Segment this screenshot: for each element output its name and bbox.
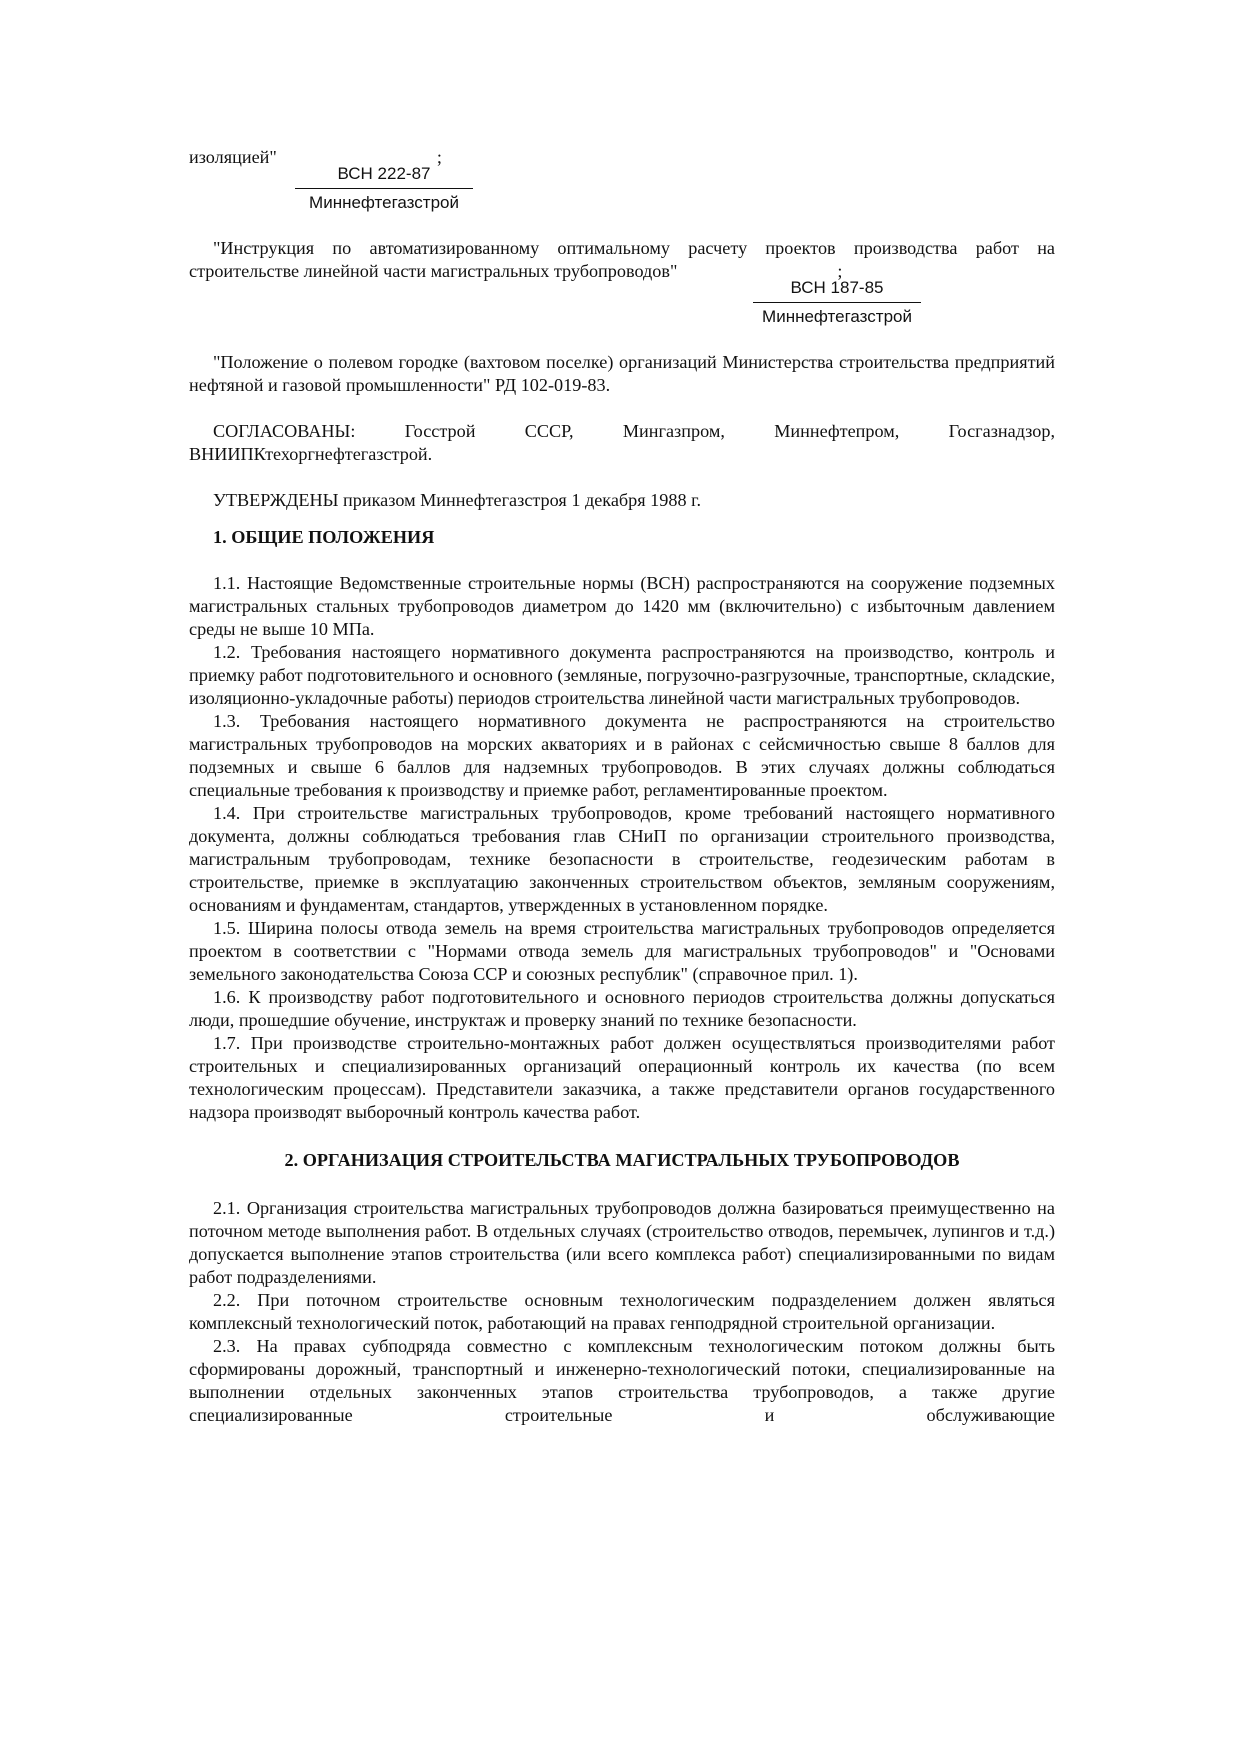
vsn-187-85-number: ВСН 187-85 (753, 277, 921, 303)
document-page (189, 146, 1055, 1427)
intro-paragraph-3: "Положение о полевом городке (вахтовом поселке) организаций Министерства строительства предприятий нефтяной и газовой промышленности" РД 102-019-83. (189, 352, 1055, 395)
clause-1-7: 1.7. При производстве строительно-монтажных работ должен осуществляться производителями работ строительных и специализированных организаций операционный контроль их качества (по всем технологическим процессам). Представители заказчика, а также представители органов государственного надзора производят выборочный контроль качества работ. (189, 1033, 1055, 1122)
vsn-222-87-number: ВСН 222-87 (295, 163, 473, 189)
intro-2-text: "Инструкция по автоматизированному оптимальному расчету проектов производства работ на строительстве линейной части магистральных трубопроводов" (189, 238, 1055, 281)
clause-1-3: 1.3. Требования настоящего нормативного документа не распространяются на строительство магистральных трубопроводов на морских акваториях и в районах с сейсмичностью свыше 8 баллов для подземных и свыше 6 баллов для надземных трубопроводов. В этих случаях должны соблюдаться специальные требования к производству и приемке работ, регламентированные проектом. (189, 711, 1055, 800)
section-2-title: 2. ОРГАНИЗАЦИЯ СТРОИТЕЛЬСТВА МАГИСТРАЛЬНЫХ ТРУБОПРОВОДОВ (284, 1150, 960, 1170)
approved-paragraph: УТВЕРЖДЕНЫ приказом Миннефтегазстроя 1 декабря 1988 г. (213, 490, 702, 510)
intro-2-semicolon: ; (837, 261, 843, 281)
vsn-222-87-reference (295, 163, 473, 214)
section-1-body (189, 572, 1055, 1124)
section-2-body (189, 1197, 1055, 1427)
intro-1-text: изоляцией" (189, 147, 277, 167)
clause-2-2: 2.2. При поточном строительстве основным технологическим подразделением должен являться комплексный технологический поток, работающий на правах генподрядной строительной организации. (189, 1290, 1055, 1333)
clause-1-2: 1.2. Требования настоящего нормативного документа распространяются на производство, контроль и приемку работ подготовительного и основного (земляные, погрузочно-разгрузочные, транспортные, складские, изоляционно-укладочные работы) периодов строительства линейной части магистральных трубопроводов. (189, 642, 1055, 708)
clause-1-5: 1.5. Ширина полосы отвода земель на время строительства магистральных трубопроводов определяется проектом в соответствии с "Нормами отвода земель для магистральных трубопроводов" и "Основами земельного законодательства Союза ССР и союзных республик" (справочное прил. 1). (189, 918, 1055, 984)
clause-1-1: 1.1. Настоящие Ведомственные строительные нормы (ВСН) распространяются на сооружение подземных магистральных стальных трубопроводов диаметром до 1420 мм (включительно) с избыточным давлением среды не выше 10 МПа. (189, 573, 1055, 639)
vsn-187-85-issuer: Миннефтегазстрой (762, 307, 912, 326)
intro-1-semicolon: ; (436, 147, 442, 167)
clause-2-1: 2.1. Организация строительства магистральных трубопроводов должна базироваться преимущественно на поточном методе выполнения работ. В отдельных случаях (строительство отводов, перемычек, лупингов и т.д.) допускается выполнение этапов строительства (или всего комплекса работ) специализированными по видам работ подразделениями. (189, 1198, 1055, 1287)
intro-paragraph-2 (189, 237, 1055, 283)
section-1-title: 1. ОБЩИЕ ПОЛОЖЕНИЯ (213, 527, 435, 547)
vsn-187-85-reference (753, 277, 921, 328)
agreed-paragraph: СОГЛАСОВАНЫ: Госстрой СССР, Мингазпром, Миннефтепром, Госгазнадзор, ВНИИПКтехоргнефтегазстрой. (189, 421, 1055, 464)
clause-1-6: 1.6. К производству работ подготовительного и основного периодов строительства должны допускаться люди, прошедшие обучение, инструктаж и проверку знаний по технике безопасности. (189, 987, 1055, 1030)
clause-2-3: 2.3. На правах субподряда совместно с комплексным технологическим потоком должны быть сформированы дорожный, транспортный и инженерно-технологический потоки, специализированные на выполнении отдельных законченных этапов строительства трубопроводов, а также другие специализированные строительные и обслуживающие (189, 1336, 1055, 1425)
vsn-222-87-issuer: Миннефтегазстрой (309, 193, 459, 212)
clause-1-4: 1.4. При строительстве магистральных трубопроводов, кроме требований настоящего нормативного документа, должны соблюдаться требования глав СНиП по организации строительного производства, магистральным трубопроводам, технике безопасности в строительстве, геодезическим работам в строительстве, приемке в эксплуатацию законченных строительством объектов, земляным сооружениям, основаниям и фундаментам, стандартов, утвержденных в установленном порядке. (189, 803, 1055, 915)
